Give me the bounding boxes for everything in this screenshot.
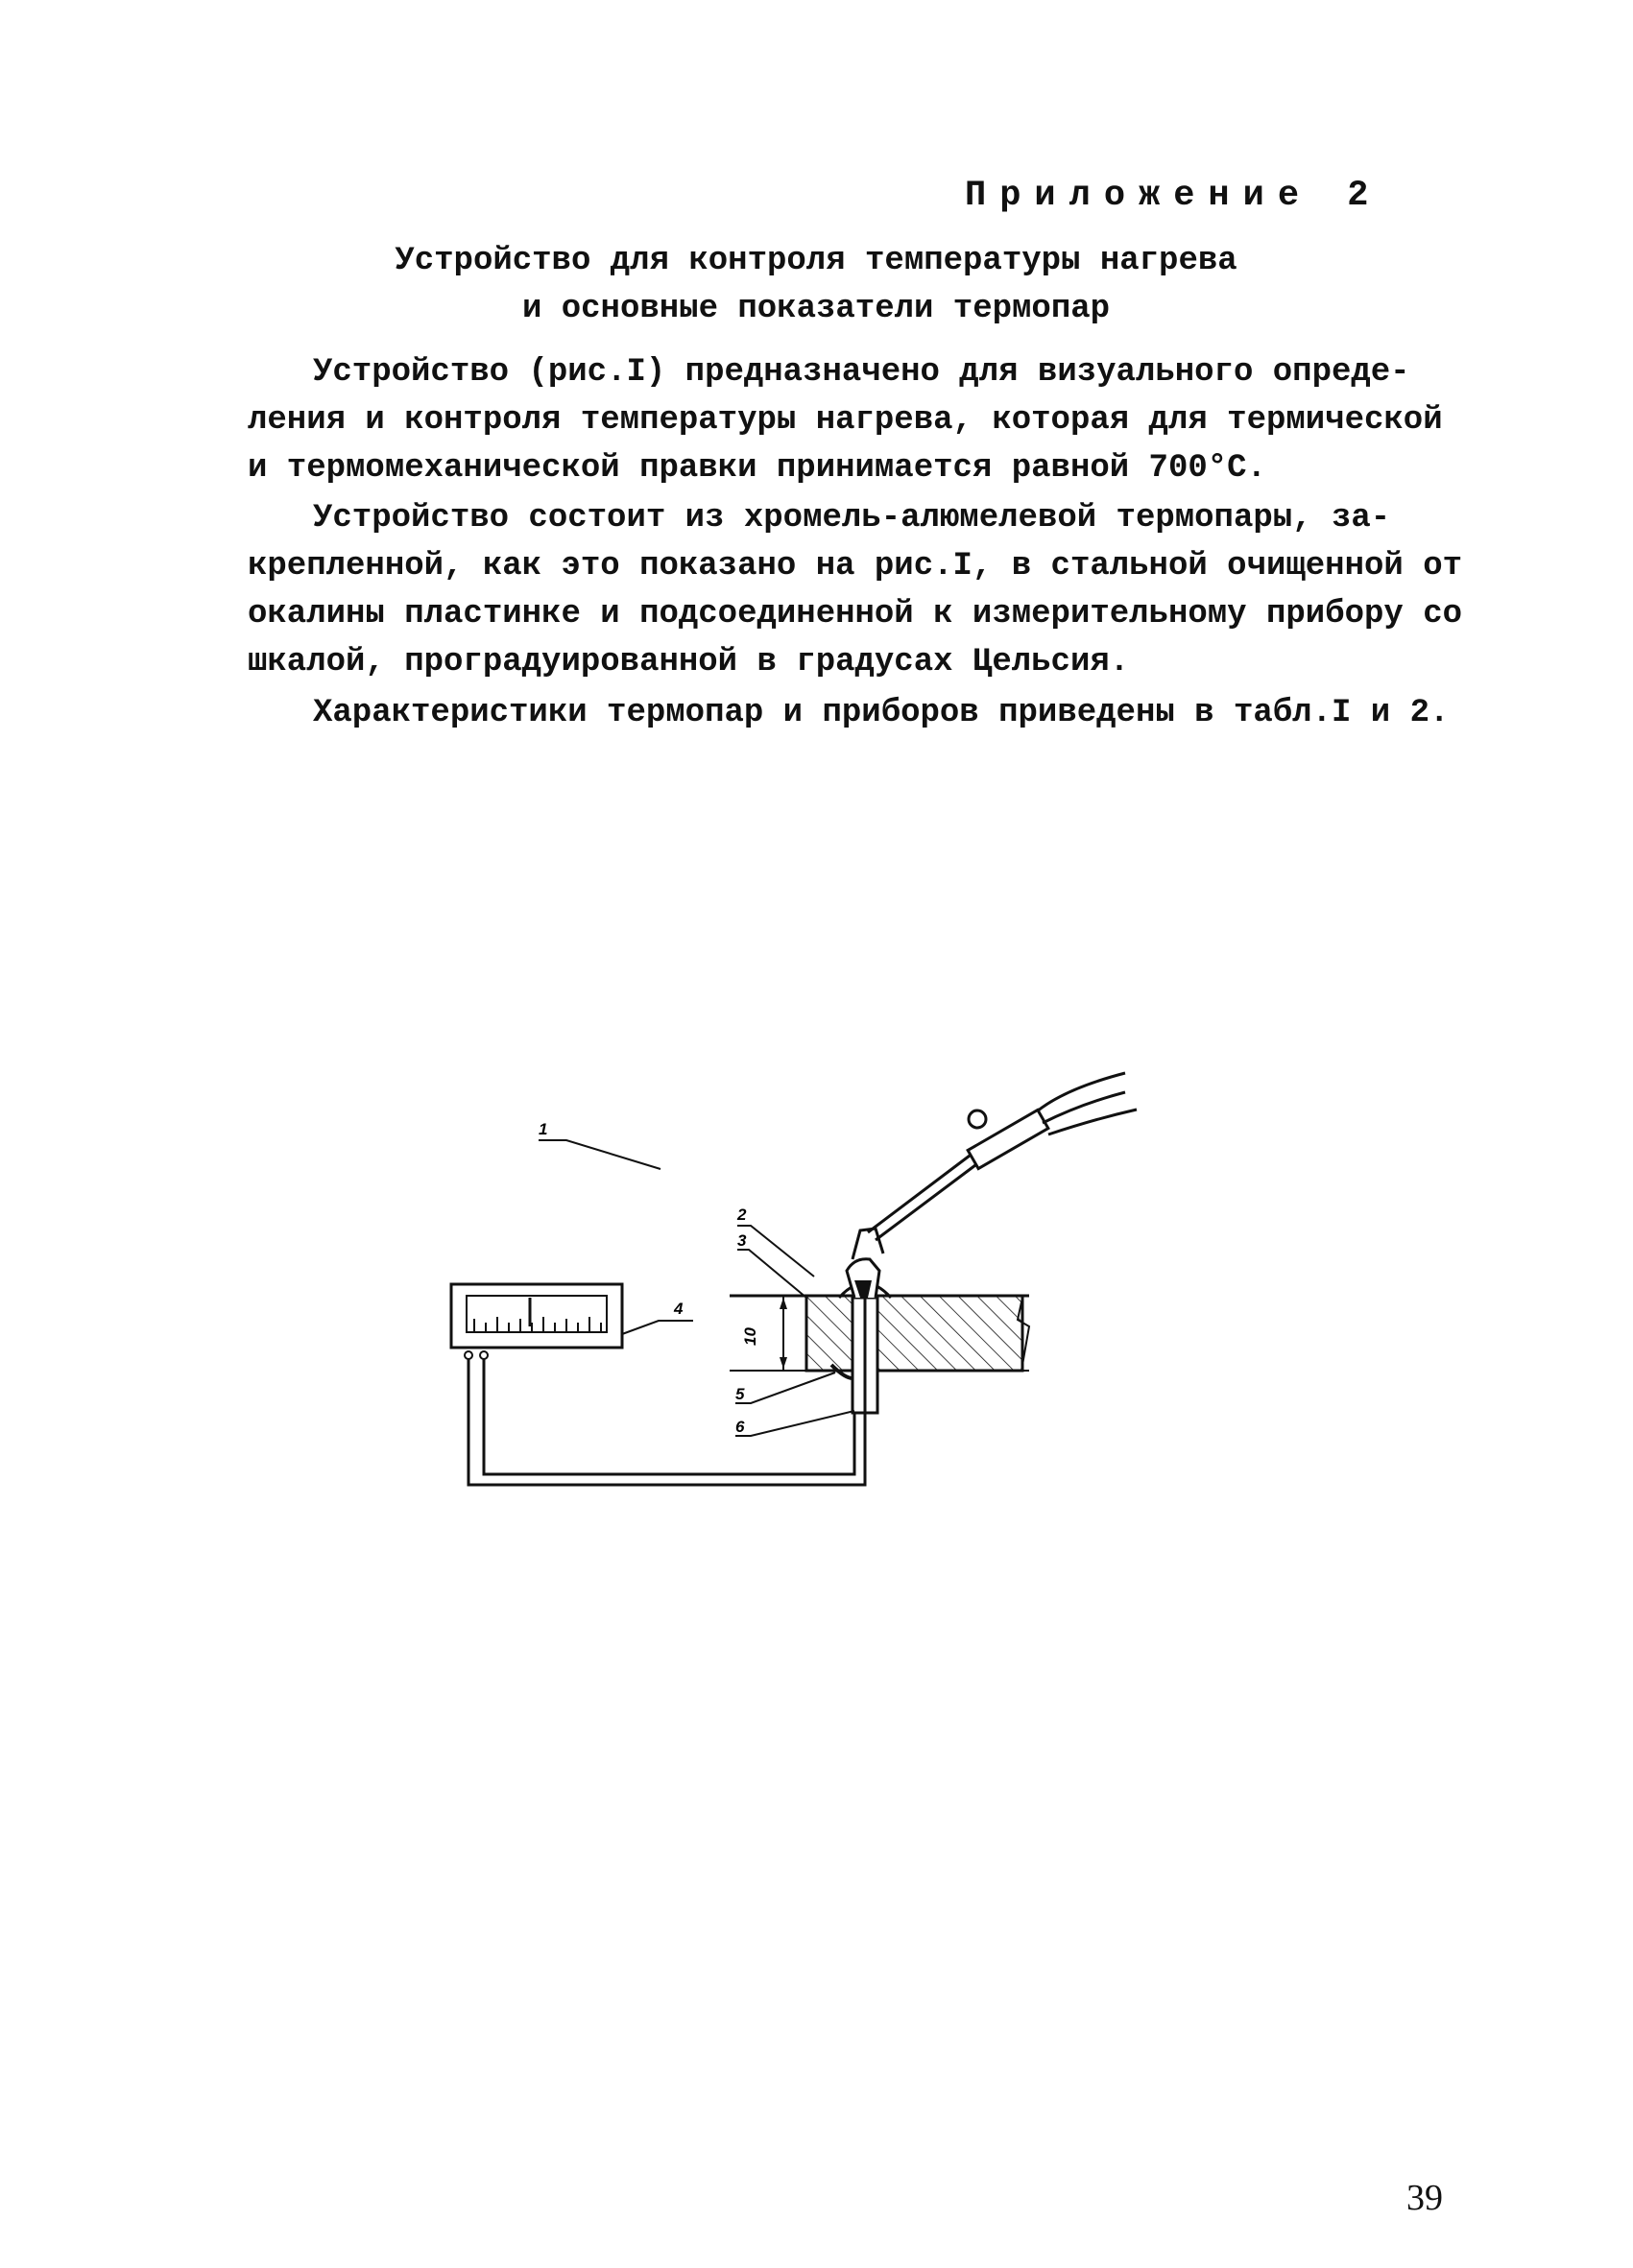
paragraph-3 (248, 689, 1450, 737)
text-line: ления и контроля температуры нагрева, которая для термической (248, 402, 1443, 439)
text-line: шкалой, проградуированной в градусах Цельсия. (248, 644, 1130, 680)
dimension-arrow-bottom (780, 1357, 787, 1369)
paragraph-2 (248, 494, 1463, 686)
text-line: крепленной, как это показано на рис.I, в стальной очищенной от (248, 548, 1463, 585)
text-line: и термомеханической правки принимается равной 700°С. (248, 450, 1266, 487)
terminal-right (480, 1351, 488, 1359)
terminal-left (465, 1351, 472, 1359)
leader-1 (539, 1140, 660, 1169)
text-line: Устройство (рис.I) предназначено для визуального опреде- (313, 354, 1410, 391)
torch-tube-2 (876, 1165, 975, 1240)
appendix-heading: Приложение 2 (965, 176, 1382, 216)
dimension-arrow-top (780, 1298, 787, 1309)
steel-plate (806, 1296, 1022, 1371)
thermocouple-device-figure (442, 1046, 1171, 1507)
torch-valve-knob (969, 1110, 986, 1128)
leader-5 (735, 1373, 835, 1403)
instrument-scale (467, 1296, 607, 1332)
dimension-label: 10 (741, 1327, 759, 1346)
callout-4: 4 (674, 1300, 684, 1318)
torch-tube-1 (868, 1156, 970, 1232)
text-line: окалины пластинке и подсоединенной к измерительному прибору со (248, 596, 1463, 633)
connecting-wire-inner (484, 1359, 854, 1474)
torch-neck (853, 1229, 883, 1259)
text-line: Устройство состоит из хромель-алюмелевой термопары, за- (313, 500, 1391, 537)
callout-2: 2 (737, 1206, 747, 1224)
leader-4 (622, 1321, 693, 1334)
callout-1: 1 (539, 1120, 548, 1138)
paragraph-1 (248, 348, 1443, 492)
text-line: Характеристики термопар и приборов приведены в табл.I и 2. (313, 695, 1450, 731)
leader-6 (735, 1411, 854, 1436)
callout-3: 3 (737, 1231, 747, 1250)
leader-2 (737, 1226, 814, 1277)
page-number: 39 (1406, 2178, 1443, 2218)
gas-hose-2 (1043, 1092, 1125, 1123)
leader-3 (737, 1250, 806, 1298)
callout-6: 6 (735, 1418, 745, 1436)
title-line-1: Устройство для контроля температуры нагрева (395, 243, 1237, 279)
callout-5: 5 (735, 1385, 745, 1403)
title-line-2: и основные показатели термопар (521, 291, 1111, 327)
